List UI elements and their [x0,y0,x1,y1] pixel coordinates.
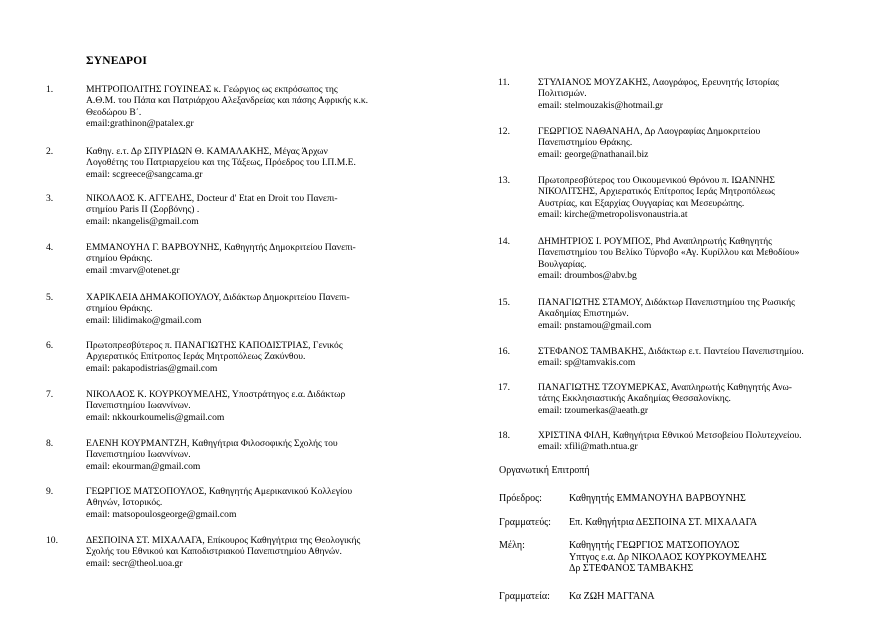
email-link[interactable]: email: stelmouzakis@hotmail.gr [538,99,663,111]
email-link[interactable]: email: ekourman@gmail.com [86,460,201,472]
entry-line: Πολιτισμών. [538,88,587,100]
entry-line: Βουλγαρίας. [538,258,587,270]
entry-line: Α.Θ.Μ. του Πάπα και Πατριάρχου Αλεξανδρείας και πάσης Αφρικής κ.κ. [86,95,369,107]
entry-number: 5. [46,292,54,303]
entry-line: ΧΡΙΣΤΙΝΑ ΦΙΛΗ, Καθηγήτρια Εθνικού Μετσοβείου Πολυτεχνείου. [538,430,802,441]
entry-number: 16. [498,346,510,357]
entry-line: ΝΙΚΟΛΑΟΣ Κ. ΚΟΥΡΚΟΥΜΕΛΗΣ, Υποστράτηγος ε.α. Διδάκτωρ [86,389,346,400]
email-link[interactable]: email: scgreece@sangcama.gr [86,168,203,180]
committee-title: Οργανωτική Επιτροπή [499,465,590,476]
email-link[interactable]: email: secr@theol.uoa.gr [86,557,183,569]
entry-number: 9. [46,486,54,497]
entry-line: ΠΑΝΑΓΙΩΤΗΣ ΣΤΑΜΟΥ, Διδάκτωρ Πανεπιστημίου της Ρωσικής [538,297,795,308]
committee-member: Υπτγος ε.α. Δρ ΝΙΚΟΛΑΟΣ ΚΟΥΡΚΟΥΜΕΛΗΣ [569,551,767,563]
entry-line: ΧΑΡΙΚΛΕΙΑ ΔΗΜΑΚΟΠΟΥΛΟΥ, Διδάκτωρ Δημοκριτείου Πανεπι- [86,292,350,303]
entry-line: ΣΤΕΦΑΝΟΣ ΤΑΜΒΑΚΗΣ, Διδάκτωρ ε.τ. Παντείου Πανεπιστημίου. [538,346,804,357]
entry-line: στημίου Θράκης. [86,303,153,315]
committee-role: Μέλη: [499,540,525,551]
entry-line: Αυστρίας, και Εξαρχίας Ουγγαρίας και Μεσευρώπης. [538,197,745,209]
entry-line: Σχολής του Εθνικού και Καποδιστριακού Πανεπιστημίου Αθηνών. [86,546,342,558]
entry-line: ΕΛΕΝΗ ΚΟΥΡΜΑΝΤΖΗ, Καθηγήτρια Φιλοσοφικής Σχολής του [86,438,338,449]
entry-number: 6. [46,340,54,351]
entry-line: ΣΤΥΛΙΑΝΟΣ ΜΟΥΖΑΚΗΣ, Λαογράφος, Ερευνητής Ιστορίας [538,77,779,88]
email-link[interactable]: email :mvarv@otenet.gr [86,264,180,276]
email-link[interactable]: email: george@nathanail.biz [538,148,649,160]
entry-number: 1. [46,84,54,95]
email-link[interactable]: email:grathinon@patalex.gr [86,118,194,130]
committee-member: Δρ ΣΤΕΦΑΝΟΣ ΤΑΜΒΑΚΗΣ [569,563,694,575]
entry-line: ΕΜΜΑΝΟΥΗΛ Γ. ΒΑΡΒΟΥΝΗΣ, Καθηγητής Δημοκριτείου Πανεπι- [86,242,356,253]
email-link[interactable]: email: tzoumerkas@aeath.gr [538,404,649,416]
entry-line: Πανεπιστημίου του Βελίκο Τύρνοβο «Αγ. Κυρίλλου και Μεθοδίου» [538,247,800,259]
entry-line: Αρχιερατικός Επίτροπος Ιεράς Μητροπόλεως Ζακύνθου. [86,351,306,363]
email-link[interactable]: email: droumbos@abv.bg [538,270,637,282]
page-heading: ΣΥΝΕΔΡΟΙ [86,55,148,67]
entry-line: ΓΕΩΡΓΙΟΣ ΜΑΤΣΟΠΟΥΛΟΣ, Καθηγητής Αμερικανικού Κολλεγίου [86,486,353,497]
email-link[interactable]: email: sp@tamvakis.com [538,357,636,369]
entry-number: 7. [46,389,54,400]
email-link[interactable]: email: pnstamou@gmail.com [538,319,652,331]
email-link[interactable]: email: lilidimako@gmail.com [86,314,202,326]
entry-number: 13. [498,175,510,186]
email-link[interactable]: email: kirche@metropolisvonaustria.at [538,209,688,221]
entry-line: στημίου Θράκης. [86,253,153,265]
entry-number: 17. [498,382,510,393]
committee-role: Πρόεδρος: [499,493,542,504]
entry-line: Λογοθέτης του Πατριαρχείου και της Τάξεως, Πρόεδρος του Ι.Π.Μ.Ε. [86,157,356,169]
entry-line: Πρωτοπρεσβύτερος του Οικουμενικού Θρόνου π. ΙΩΑΝΝΗΣ [538,175,776,186]
entry-number: 15. [498,297,510,308]
entry-number: 12. [498,126,510,137]
entry-line: Πρωτοπρεσβύτερος π. ΠΑΝΑΓΙΩΤΗΣ ΚΑΠΟΔΙΣΤΡΙΑΣ, Γενικός [86,340,343,351]
email-link[interactable]: email: nkangelis@gmail.com [86,215,199,227]
entry-number: 2. [46,146,54,157]
committee-member: Κα ΖΩΗ ΜΑΓΓΑΝΑ [569,591,655,602]
entry-line: Ακαδημίας Επιστημών. [538,308,629,320]
entry-line: τάτης Εκκλησιαστικής Ακαδημίας Θεσσαλονίκης. [538,393,731,405]
entry-number: 4. [46,242,54,253]
entry-number: 14. [498,236,510,247]
entry-line: Αθηνών, Ιστορικός. [86,497,163,509]
entry-line: Πανεπιστημίου Ιωαννίνων. [86,400,191,412]
entry-line: ΔΕΣΠΟΙΝΑ ΣΤ. ΜΙΧΑΛΑΓΑ, Επίκουρος Καθηγήτρια της Θεολογικής [86,535,361,546]
entry-line: ΜΗΤΡΟΠΟΛΙΤΗΣ ΓΟΥΙΝΕΑΣ κ. Γεώργιος ως εκπρόσωπος της [86,84,338,95]
committee-member: Καθηγητής ΕΜΜΑΝΟΥΗΛ ΒΑΡΒΟΥΝΗΣ [569,493,746,504]
entry-line: ΠΑΝΑΓΙΩΤΗΣ ΤΖΟΥΜΕΡΚΑΣ, Αναπληρωτής Καθηγητής Ανω- [538,382,792,393]
committee-member: Καθηγητής ΓΕΩΡΓΙΟΣ ΜΑΤΣΟΠΟΥΛΟΣ [569,540,740,551]
committee-role: Γραμματεία: [499,591,550,602]
email-link[interactable]: email: pakapodistrias@gmail.com [86,362,218,374]
entry-line: ΔΗΜΗΤΡΙΟΣ Ι. ΡΟΥΜΠΟΣ, Phd Αναπληρωτής Καθηγητής [538,236,772,247]
entry-line: στημίου Paris II (Σορβόνης) . [86,204,200,216]
entry-number: 3. [46,193,54,204]
committee-role: Γραμματεύς: [499,517,551,528]
email-link[interactable]: email: nkkourkoumelis@gmail.com [86,411,225,423]
entry-number: 11. [498,77,510,88]
entry-line: Θεοδώρου Β΄. [86,106,142,118]
entry-line: ΓΕΩΡΓΙΟΣ ΝΑΘΑΝΑΗΛ, Δρ Λαογραφίας Δημοκριτείου [538,126,761,137]
entry-line: ΝΙΚΟΛΙΤΣΗΣ, Αρχιερατικός Επίτροπος Ιεράς Μητροπόλεως [538,186,775,198]
entry-number: 18. [498,430,510,441]
email-link[interactable]: email: xfili@math.ntua.gr [538,441,638,453]
entry-number: 8. [46,438,54,449]
committee-member: Επ. Καθηγήτρια ΔΕΣΠΟΙΝΑ ΣΤ. ΜΙΧΑΛΑΓΑ [569,517,758,528]
entry-line: Πανεπιστημίου Θράκης. [538,137,633,149]
entry-number: 10. [46,535,58,546]
email-link[interactable]: email: matsopoulosgeorge@gmail.com [86,508,237,520]
entry-line: Πανεπιστημίου Ιωαννίνων. [86,449,191,461]
entry-line: Καθηγ. ε.τ. Δρ ΣΠΥΡΙΔΩΝ Θ. ΚΑΜΑΛΑΚΗΣ, Μέγας Άρχων [86,146,328,157]
entry-line: ΝΙΚΟΛΑΟΣ Κ. ΑΓΓΕΛΗΣ, Docteur d' Etat en Droit του Πανεπι- [86,193,338,204]
